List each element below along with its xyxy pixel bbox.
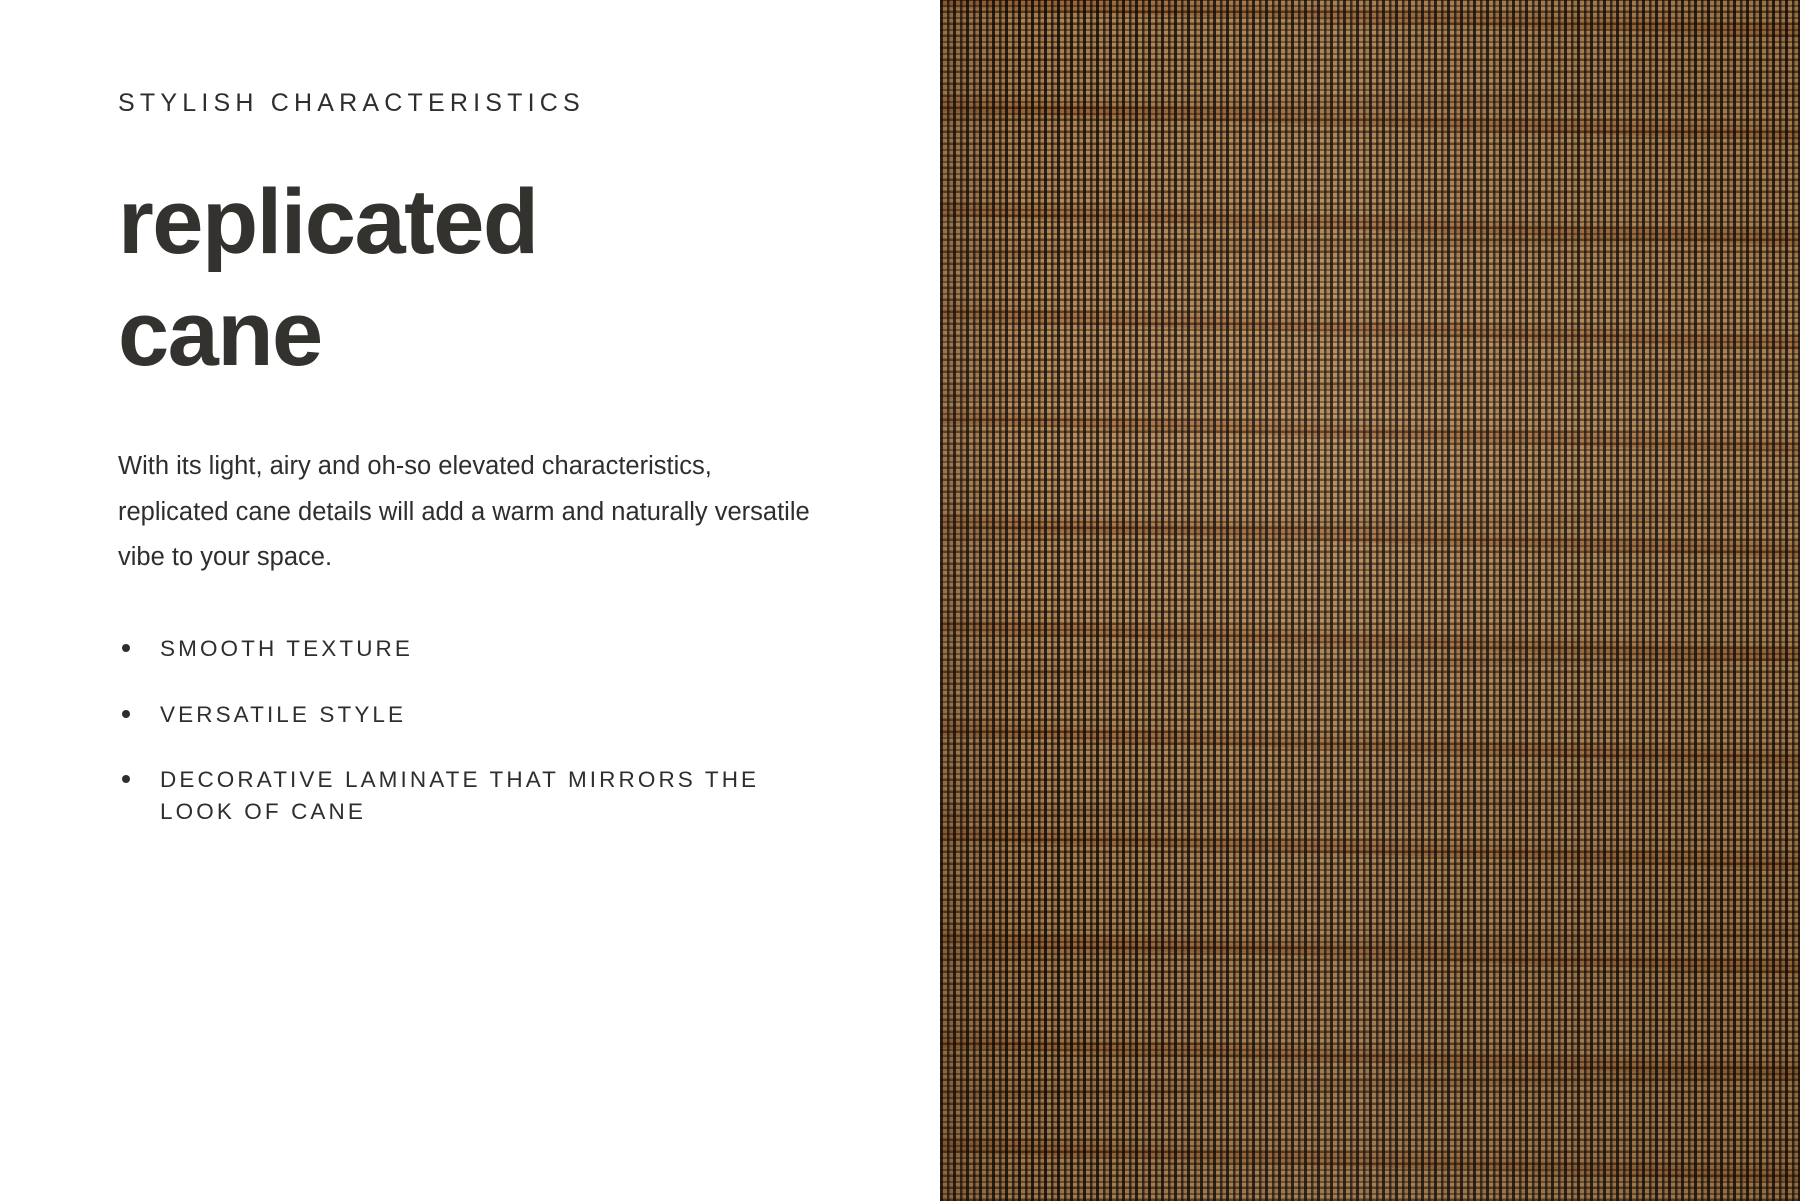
list-item xyxy=(118,764,838,828)
body-paragraph: With its light, airy and oh-so elevated characteristics, replicated cane details will add a warm and naturally versatile vibe to your space. xyxy=(118,452,810,572)
list-item-label: DECORATIVE LAMINATE THAT MIRRORS THE LOOK OF CANE xyxy=(160,767,760,825)
woven-cane-texture-image xyxy=(940,0,1800,1201)
page-title: replicated cane xyxy=(118,171,538,386)
eyebrow-label: STYLISH CHARACTERISTICS xyxy=(118,89,585,117)
text-content-block xyxy=(118,88,838,828)
bullet-icon xyxy=(122,644,130,652)
weave-shading-layer xyxy=(940,0,1800,1201)
feature-list xyxy=(118,633,838,829)
list-item-label: SMOOTH TEXTURE xyxy=(160,635,413,661)
list-item xyxy=(118,699,838,731)
list-item xyxy=(118,633,838,665)
bullet-icon xyxy=(122,775,130,783)
list-item-label: VERSATILE STYLE xyxy=(160,701,407,727)
bullet-icon xyxy=(122,710,130,718)
